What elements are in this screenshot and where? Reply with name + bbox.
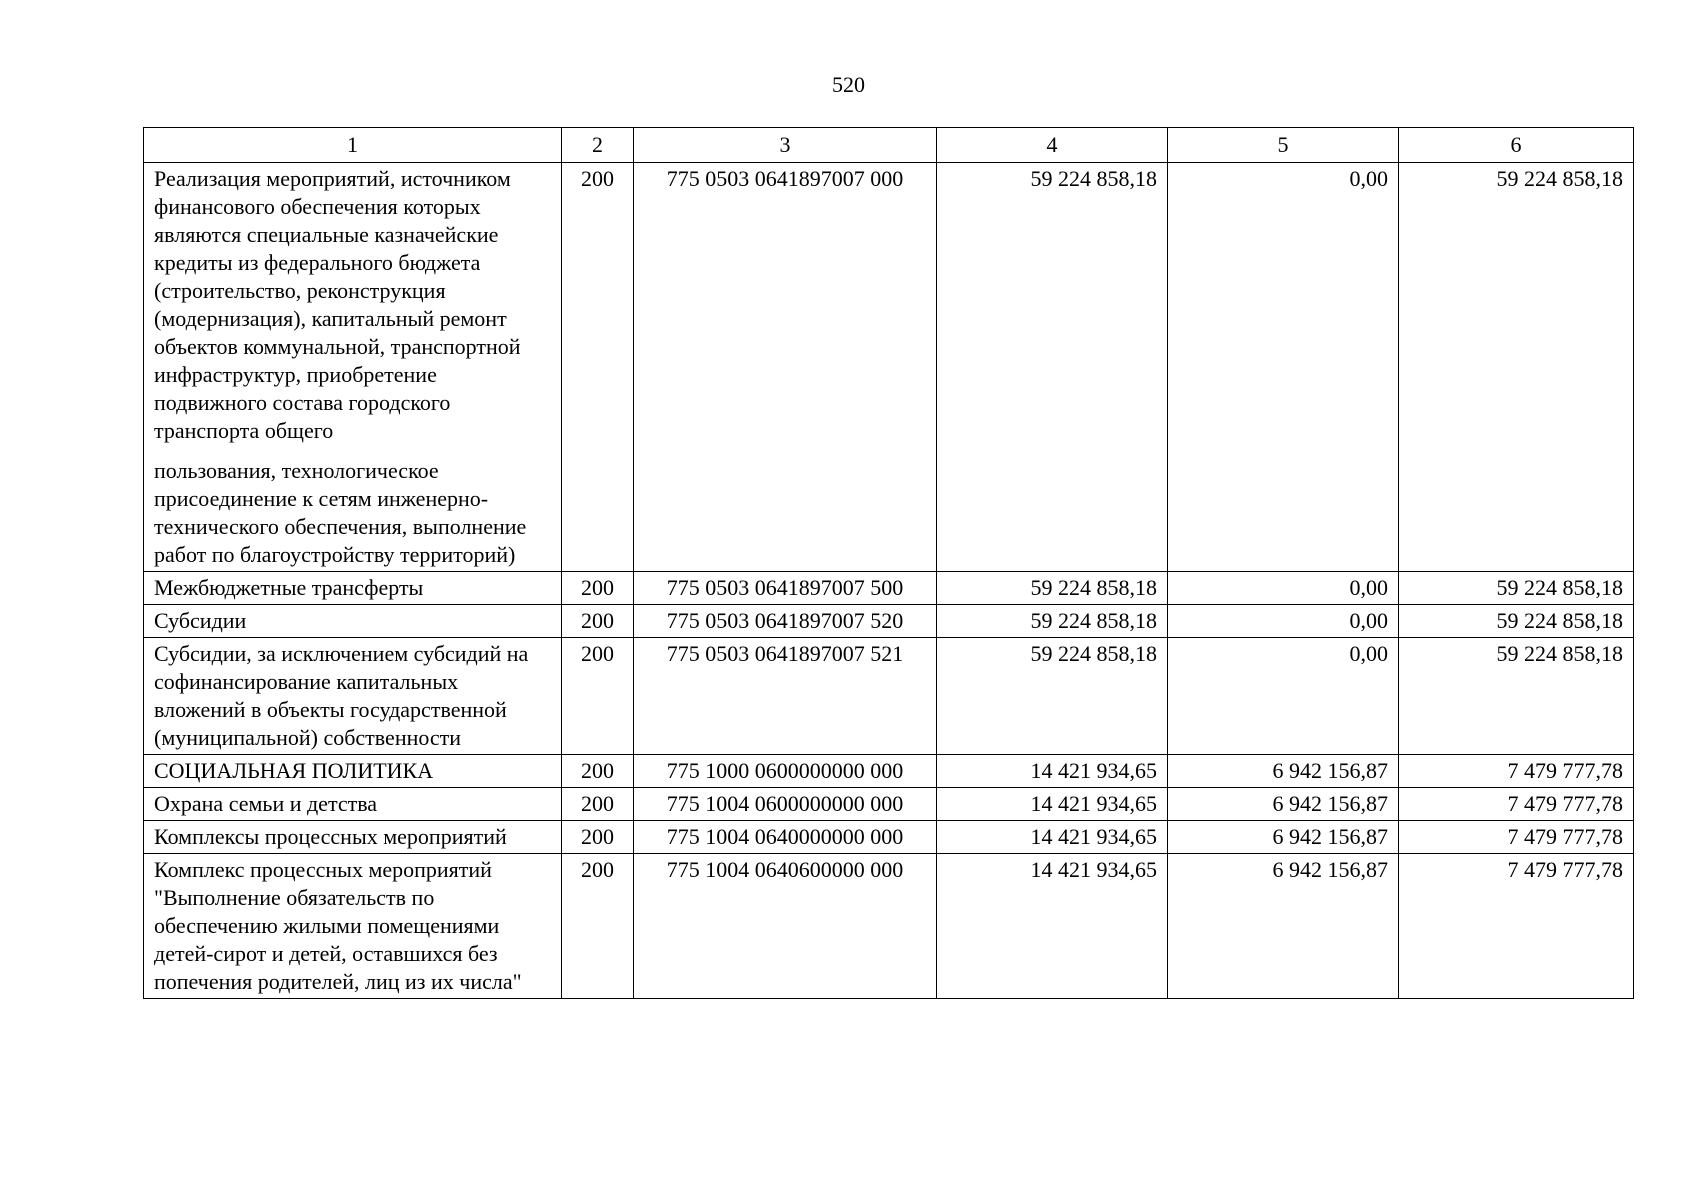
row-value-col4-cell: 59 224 858,18 [937,163,1168,572]
row-kbk-cell: 775 0503 0641897007 521 [634,638,937,755]
row-name-cell [144,605,562,638]
table-row [144,821,1634,854]
table-row [144,788,1634,821]
row-kbk-cell: 775 1000 0600000000 000 [634,755,937,788]
row-name-text: Субсидии [154,608,247,633]
column-header: 5 [1168,128,1399,163]
row-code-cell: 200 [562,572,634,605]
row-name-text: Комплексы процессных мероприятий [154,824,507,849]
row-kbk-cell: 775 0503 0641897007 000 [634,163,937,572]
row-value-col4-cell: 14 421 934,65 [937,821,1168,854]
table-header-row [144,128,1634,163]
row-code-cell: 200 [562,163,634,572]
row-value-col6-cell: 7 479 777,78 [1399,755,1634,788]
column-header: 1 [144,128,562,163]
row-value-col6-cell: 7 479 777,78 [1399,821,1634,854]
row-name-cell [144,572,562,605]
row-value-col6-cell: 59 224 858,18 [1399,163,1634,572]
row-value-col5-cell: 6 942 156,87 [1168,821,1399,854]
table-body [144,128,1634,999]
row-value-col6-cell: 7 479 777,78 [1399,788,1634,821]
column-header: 4 [937,128,1168,163]
row-code-cell: 200 [562,605,634,638]
row-value-col5-cell: 6 942 156,87 [1168,788,1399,821]
row-code-cell: 200 [562,854,634,999]
row-name-text: СОЦИАЛЬНАЯ ПОЛИТИКА [154,758,434,783]
row-value-col6-cell: 59 224 858,18 [1399,572,1634,605]
row-name-cell [144,854,562,999]
row-name-text: Субсидии, за исключением субсидий на софинансирование капитальных вложений в объекты государственной (муниципальной) собственности [154,641,529,750]
row-value-col6-cell: 59 224 858,18 [1399,605,1634,638]
row-value-col4-cell: 14 421 934,65 [937,788,1168,821]
row-value-col4-cell: 14 421 934,65 [937,854,1168,999]
row-name-text: Межбюджетные трансферты [154,575,424,600]
row-value-col5-cell: 6 942 156,87 [1168,854,1399,999]
page-number: 520 [832,72,865,97]
row-code-cell: 200 [562,638,634,755]
row-code-cell: 200 [562,755,634,788]
row-name-text: пользования, технологическое присоединение к сетям инженерно-технического обеспечения, выполнение работ по благоустройству территорий) [154,458,527,567]
row-value-col5-cell: 0,00 [1168,163,1399,572]
row-code-cell: 200 [562,788,634,821]
row-name-cell [144,163,562,572]
row-name-cell [144,821,562,854]
table-row [144,854,1634,999]
row-kbk-cell: 775 0503 0641897007 500 [634,572,937,605]
table-row [144,755,1634,788]
row-value-col5-cell: 0,00 [1168,605,1399,638]
table-row [144,605,1634,638]
row-kbk-cell: 775 1004 0640000000 000 [634,821,937,854]
row-value-col4-cell: 59 224 858,18 [937,572,1168,605]
column-header: 2 [562,128,634,163]
row-kbk-cell: 775 1004 0640600000 000 [634,854,937,999]
row-name-cell [144,788,562,821]
budget-table [143,127,1634,999]
row-value-col5-cell: 6 942 156,87 [1168,755,1399,788]
row-value-col4-cell: 59 224 858,18 [937,638,1168,755]
column-header: 3 [634,128,937,163]
table-row [144,638,1634,755]
row-code-cell: 200 [562,821,634,854]
row-value-col6-cell: 7 479 777,78 [1399,854,1634,999]
table-row [144,163,1634,572]
row-name-text: Комплекс процессных мероприятий "Выполнение обязательств по обеспечению жилыми помещениями детей-сирот и детей, оставшихся без попечения родителей, лиц из их числа" [154,857,522,994]
row-value-col5-cell: 0,00 [1168,638,1399,755]
row-value-col6-cell: 59 224 858,18 [1399,638,1634,755]
table-row [144,572,1634,605]
row-kbk-cell: 775 1004 0600000000 000 [634,788,937,821]
row-value-col5-cell: 0,00 [1168,572,1399,605]
row-value-col4-cell: 59 224 858,18 [937,605,1168,638]
row-name-text: Реализация мероприятий, источником финансового обеспечения которых являются специальные казначейские кредиты из федерального бюджета (строительство, реконструкция (модернизация), капитальный ремонт объектов коммунальной, транспортной инфраструктур, приобретение подвижного состава городского транспорта общего [154,166,521,443]
row-kbk-cell: 775 0503 0641897007 520 [634,605,937,638]
row-name-text: Охрана семьи и детства [154,791,378,816]
column-header: 6 [1399,128,1634,163]
row-name-cell [144,638,562,755]
row-name-cell [144,755,562,788]
row-value-col4-cell: 14 421 934,65 [937,755,1168,788]
